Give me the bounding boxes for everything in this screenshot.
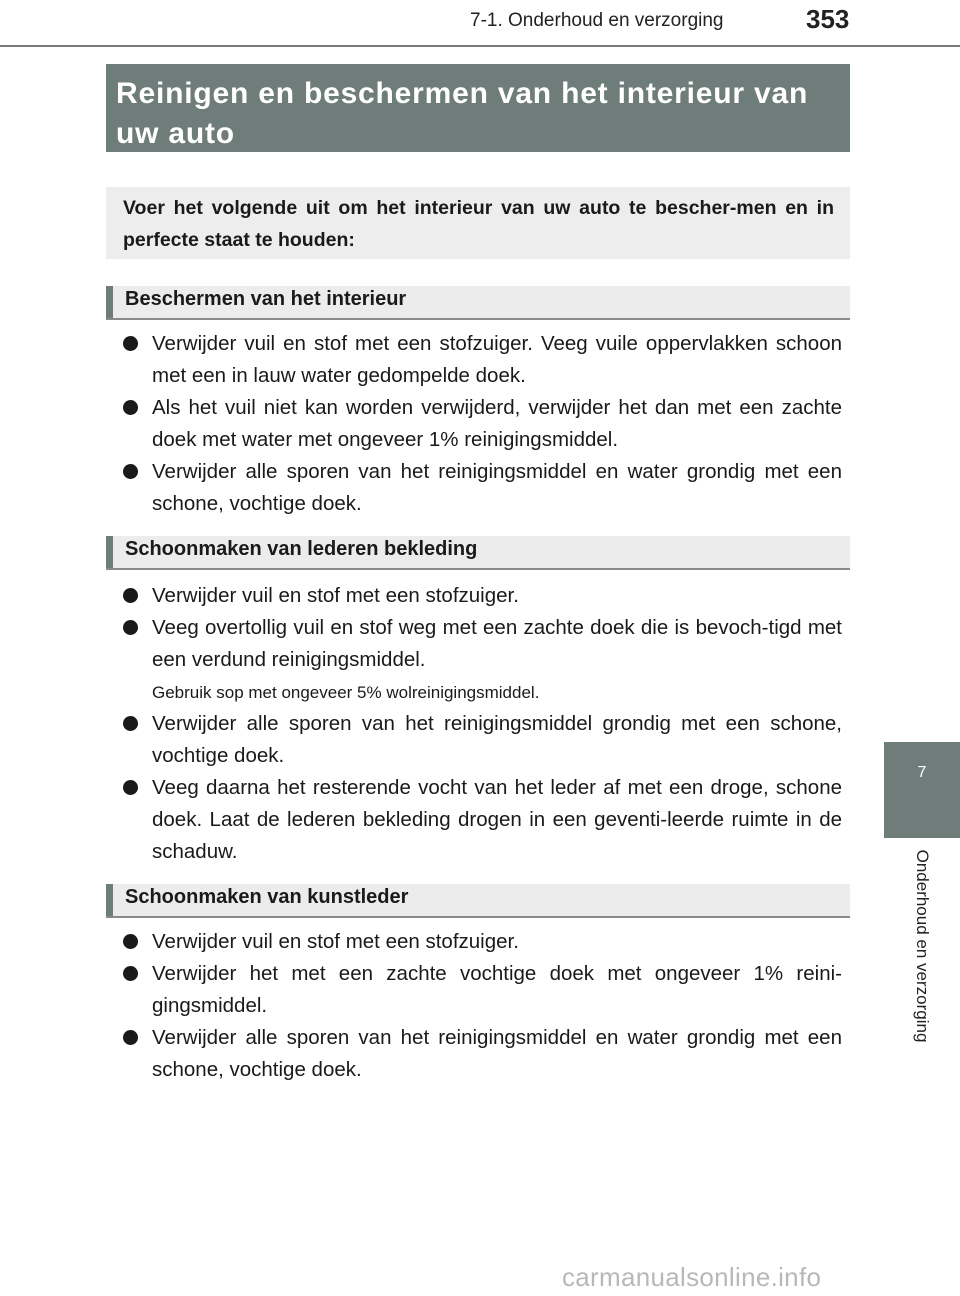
bullet-dot-icon bbox=[123, 588, 138, 603]
bullet-dot-icon bbox=[123, 780, 138, 795]
bullet-list-synthetic-leather bbox=[120, 926, 842, 1086]
section-heading-synthetic-leather bbox=[106, 884, 850, 918]
list-item: Verwijder alle sporen van het reinigingsmiddel en water grondig met een schone, vochtige doek. bbox=[120, 456, 842, 520]
bullet-dot-icon bbox=[123, 716, 138, 731]
list-item: Verwijder vuil en stof met een stofzuiger. bbox=[120, 580, 842, 612]
title-banner bbox=[106, 64, 850, 152]
bullet-list-leather bbox=[120, 580, 842, 868]
watermark: carmanualsonline.info bbox=[562, 1262, 822, 1292]
bullet-list-protect bbox=[120, 328, 842, 520]
list-item: Verwijder alle sporen van het reinigingsmiddel grondig met een schone, vochtige doek. bbox=[120, 708, 842, 772]
bullet-dot-icon bbox=[123, 934, 138, 949]
chapter-label: Onderhoud en verzorging bbox=[913, 849, 932, 1043]
section-heading-label: Schoonmaken van lederen bekleding bbox=[125, 538, 478, 560]
list-item: Verwijder het met een zachte vochtige doek met ongeveer 1% reini-gingsmiddel. bbox=[120, 958, 842, 1022]
section-heading-leather bbox=[106, 536, 850, 570]
bullet-dot-icon bbox=[123, 966, 138, 981]
section-heading-label: Schoonmaken van kunstleder bbox=[125, 886, 409, 908]
bullet-dot-icon bbox=[123, 620, 138, 635]
intro-box: Voer het volgende uit om het interieur van uw auto te bescher-men en in perfecte staat te houden: bbox=[106, 187, 850, 259]
bullet-dot-icon bbox=[123, 464, 138, 479]
header-section-title: 7-1. Onderhoud en verzorging bbox=[470, 10, 724, 31]
bullet-dot-icon bbox=[123, 1030, 138, 1045]
section-heading-label: Beschermen van het interieur bbox=[125, 288, 407, 310]
bullet-dot-icon bbox=[123, 336, 138, 351]
list-item: Als het vuil niet kan worden verwijderd, verwijder het dan met een zachte doek met water met ongeveer 1% reinigingsmiddel. bbox=[120, 392, 842, 456]
list-item: Veeg overtollig vuil en stof weg met een zachte doek die is bevoch-tigd met een verdund reinigingsmiddel. bbox=[120, 612, 842, 676]
section-heading-protect bbox=[106, 286, 850, 320]
bullet-dot-icon bbox=[123, 400, 138, 415]
list-item: Veeg daarna het resterende vocht van het leder af met een droge, schone doek. Laat de lederen bekleding drogen in een geventi-leerde ruimte in de schaduw. bbox=[120, 772, 842, 868]
page-number: 353 bbox=[806, 4, 850, 34]
list-item: Verwijder vuil en stof met een stofzuiger. bbox=[120, 926, 842, 958]
page-title: Reinigen en beschermen van het interieur van uw auto bbox=[116, 77, 809, 150]
note-text: Gebruik sop met ongeveer 5% wolreinigingsmiddel. bbox=[152, 683, 540, 702]
chapter-number: 7 bbox=[917, 764, 927, 781]
list-item: Verwijder vuil en stof met een stofzuiger. Veeg vuile oppervlakken schoon met een in lauw water gedompelde doek. bbox=[120, 328, 842, 392]
header-rule bbox=[0, 45, 960, 47]
list-item: Verwijder alle sporen van het reinigingsmiddel en water grondig met een schone, vochtige doek. bbox=[120, 1022, 842, 1086]
chapter-tab bbox=[884, 742, 960, 838]
